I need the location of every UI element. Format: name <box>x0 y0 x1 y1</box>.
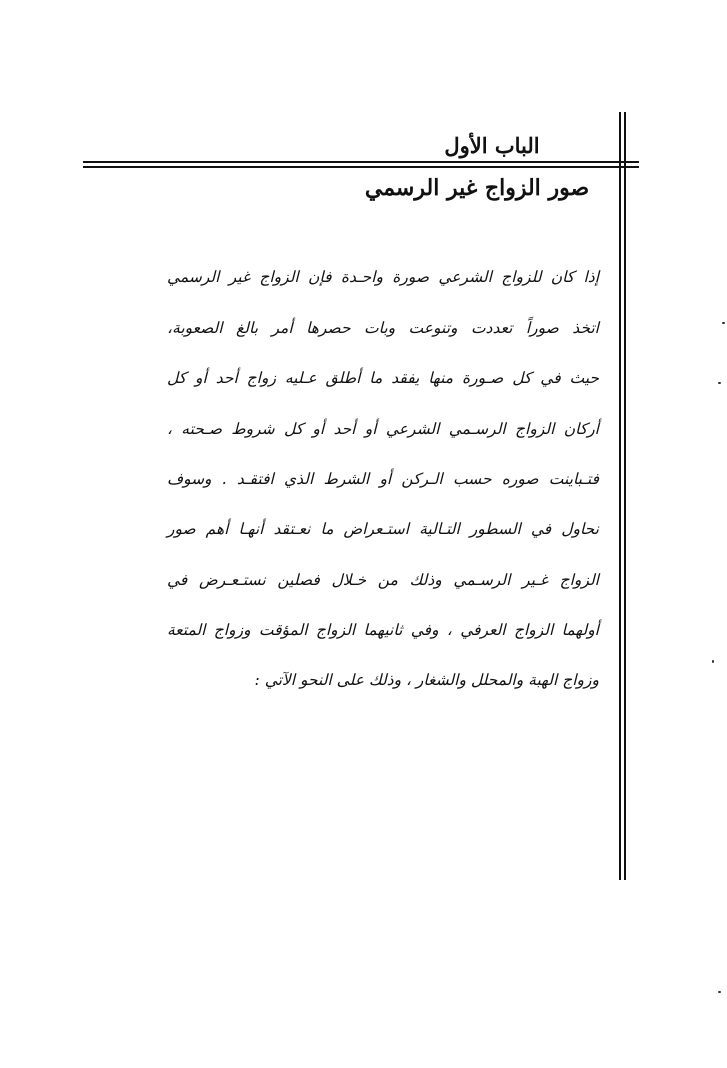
page-title: صور الزواج غير الرسمي <box>364 175 590 201</box>
scan-speck <box>718 991 721 993</box>
horizontal-rule-bottom <box>83 166 639 168</box>
vertical-rule-inner <box>624 112 626 880</box>
body-text-line: فتـباينت صوره حسب الـركن أو الشرط الذي افتقـد . وسوف <box>167 470 599 488</box>
body-text-line: الزواج غـير الرسـمي وذلك من خـلال فصلين نستـعـرض في <box>167 571 599 589</box>
body-text-line: اتخذ صوراً تعددت وتنوعت وبات حصرها أمر بالغ الصعوبة، <box>167 319 599 337</box>
body-text-line: إذا كان للزواج الشرعي صورة واحـدة فإن الزواج غير الرسمي <box>167 268 599 286</box>
body-text-line: نحاول في السطور التـالية استـعراض ما نعـتقد أنهـا أهم صور <box>167 520 599 538</box>
scan-speck <box>722 322 725 324</box>
horizontal-rule-top <box>83 161 639 163</box>
chapter-heading: الباب الأول <box>444 133 540 158</box>
scan-speck <box>712 660 714 663</box>
scan-speck <box>718 382 721 384</box>
body-text-line: وزواج الهبة والمحلل والشغار ، وذلك على النحو الآتي : <box>254 671 599 689</box>
vertical-rule-outer <box>619 112 621 880</box>
body-text-line: حيث في كل صـورة منها يفقد ما أطلق عـليه زواج أحد أو كل <box>167 369 599 387</box>
body-text-line: أولهما الزواج العرفي ، وفي ثانيهما الزواج المؤقت وزواج المتعة <box>167 621 599 639</box>
body-text-line: أركان الزواج الرسـمي الشرعي أو أحد أو كل شروط صـحته ، <box>167 420 599 438</box>
